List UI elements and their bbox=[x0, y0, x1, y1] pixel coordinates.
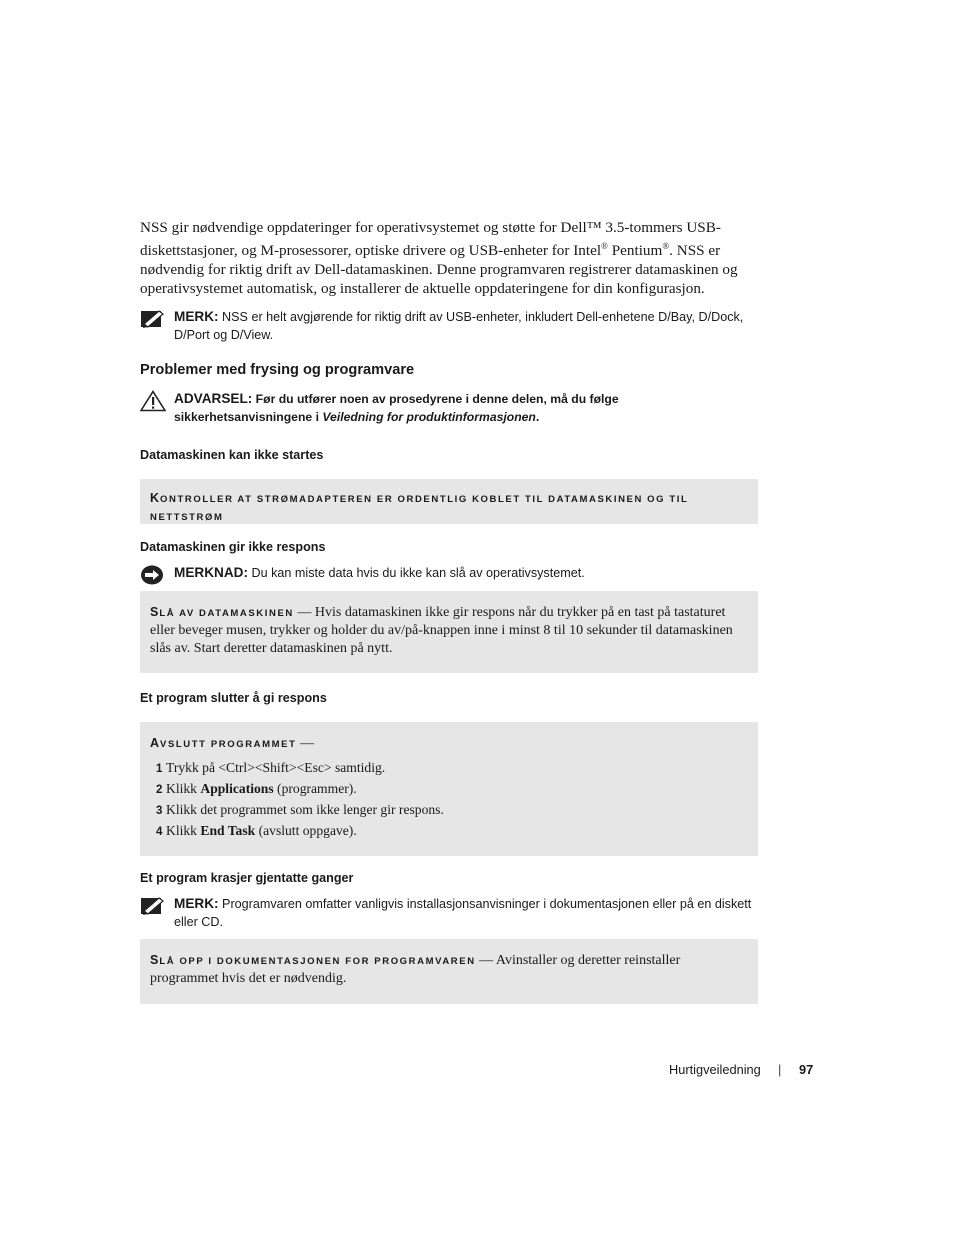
action-title: SLÅ AV DATAMASKINEN bbox=[150, 605, 294, 620]
dash: — bbox=[296, 736, 314, 752]
subheading-no-start: Datamaskinen kan ikke startes bbox=[140, 448, 324, 463]
caution-doc-title: Veiledning for produktinformasjonen bbox=[322, 410, 536, 425]
note-label: MERK: bbox=[174, 309, 219, 325]
section-title: Problemer med frysing og programvare bbox=[140, 362, 415, 379]
action-text: Hvis datamaskinen ikke gir respons når du trykker på en tast på tastaturet eller beveger musen, trykker og holder du av/på-knappen inne i minst 8 til 10 sekunder til datamaskinen slås av. Start deretter datamaskinen på nytt. bbox=[150, 605, 733, 657]
note-nss bbox=[140, 308, 758, 344]
pencil-note-icon bbox=[140, 895, 166, 917]
caution-label: ADVARSEL: bbox=[174, 391, 253, 407]
list-item: 2 Klikk Applications (programmer). bbox=[156, 781, 357, 797]
note-text: Programvaren omfatter vanligvis installasjonsanvisninger i dokumentasjonen eller på en diskett eller CD. bbox=[174, 897, 752, 930]
note-text: NSS er helt avgjørende for riktig drift av USB-enheter, inkludert Dell-enhetene D/Bay, D/Dock, D/Port og D/View. bbox=[174, 310, 744, 343]
notice-block bbox=[140, 564, 758, 582]
list-item: 4 Klikk End Task (avslutt oppgave). bbox=[156, 823, 357, 839]
action-box-end-program bbox=[140, 722, 758, 856]
pencil-note-icon bbox=[140, 308, 166, 330]
notice-text: Du kan miste data hvis du ikke kan slå av operativsystemet. bbox=[248, 566, 585, 581]
note-label: MERK: bbox=[174, 896, 219, 912]
list-item: 1 Trykk på <Ctrl><Shift><Esc> samtidig. bbox=[156, 760, 386, 776]
list-item: 3 Klikk det programmet som ikke lenger gir respons. bbox=[156, 802, 444, 818]
notice-hand-icon bbox=[140, 564, 166, 586]
caution-end: . bbox=[535, 410, 540, 425]
intro-text: Pentium bbox=[607, 242, 663, 260]
notice-label: MERKNAD: bbox=[174, 565, 249, 581]
action-text: Avinstaller og deretter reinstaller programmet hvis det er nødvendig. bbox=[150, 953, 681, 987]
registered-mark: ® bbox=[662, 241, 670, 251]
note-software bbox=[140, 895, 758, 931]
footer-section: Hurtigveiledning bbox=[669, 1062, 761, 1077]
dash: — bbox=[293, 605, 315, 621]
step-list bbox=[150, 758, 748, 842]
intro-text: . NSS er nødvendig for riktig drift av Dell-datamaskinen. Denne programvaren registrerer datamaskinen og operativsystemet automatisk, og installerer de aktuelle oppdateringene for din konfigurasjon. bbox=[140, 242, 738, 298]
caution-block bbox=[140, 390, 758, 426]
action-box-docs bbox=[140, 939, 758, 1004]
action-box-power bbox=[140, 479, 758, 524]
page-content bbox=[140, 218, 758, 1004]
page-number: 97 bbox=[799, 1062, 814, 1077]
action-title: SLÅ OPP I DOKUMENTASJONEN FOR PROGRAMVAREN bbox=[150, 953, 476, 968]
action-title: AVSLUTT PROGRAMMET bbox=[150, 736, 297, 751]
action-title: KONTROLLER AT STRØMADAPTEREN ER ORDENTLIG KOBLET TIL DATAMASKINEN OG TIL NETTSTRØM bbox=[150, 491, 689, 524]
dash: — bbox=[475, 953, 496, 969]
intro-paragraph bbox=[140, 218, 758, 298]
registered-mark: ® bbox=[601, 241, 608, 251]
warning-triangle-icon bbox=[140, 390, 166, 412]
intro-text: NSS gir nødvendige oppdateringer for operativsystemet og støtte for Dell™ 3.5-tommers USB-diskettstasjoner, og M-prosessorer, optiske drivere og USB-enheter for Intel bbox=[140, 219, 721, 260]
action-box-shutdown bbox=[140, 591, 758, 673]
subheading-program-stops: Et program slutter å gi respons bbox=[140, 691, 327, 706]
subheading-no-response: Datamaskinen gir ikke respons bbox=[140, 540, 326, 555]
subheading-program-crashes: Et program krasjer gjentatte ganger bbox=[140, 871, 354, 886]
footer-separator: | bbox=[778, 1062, 782, 1077]
caution-text: Før du utfører noen av prosedyrene i denne delen, må du følge sikkerhetsanvisningene i bbox=[174, 392, 619, 425]
